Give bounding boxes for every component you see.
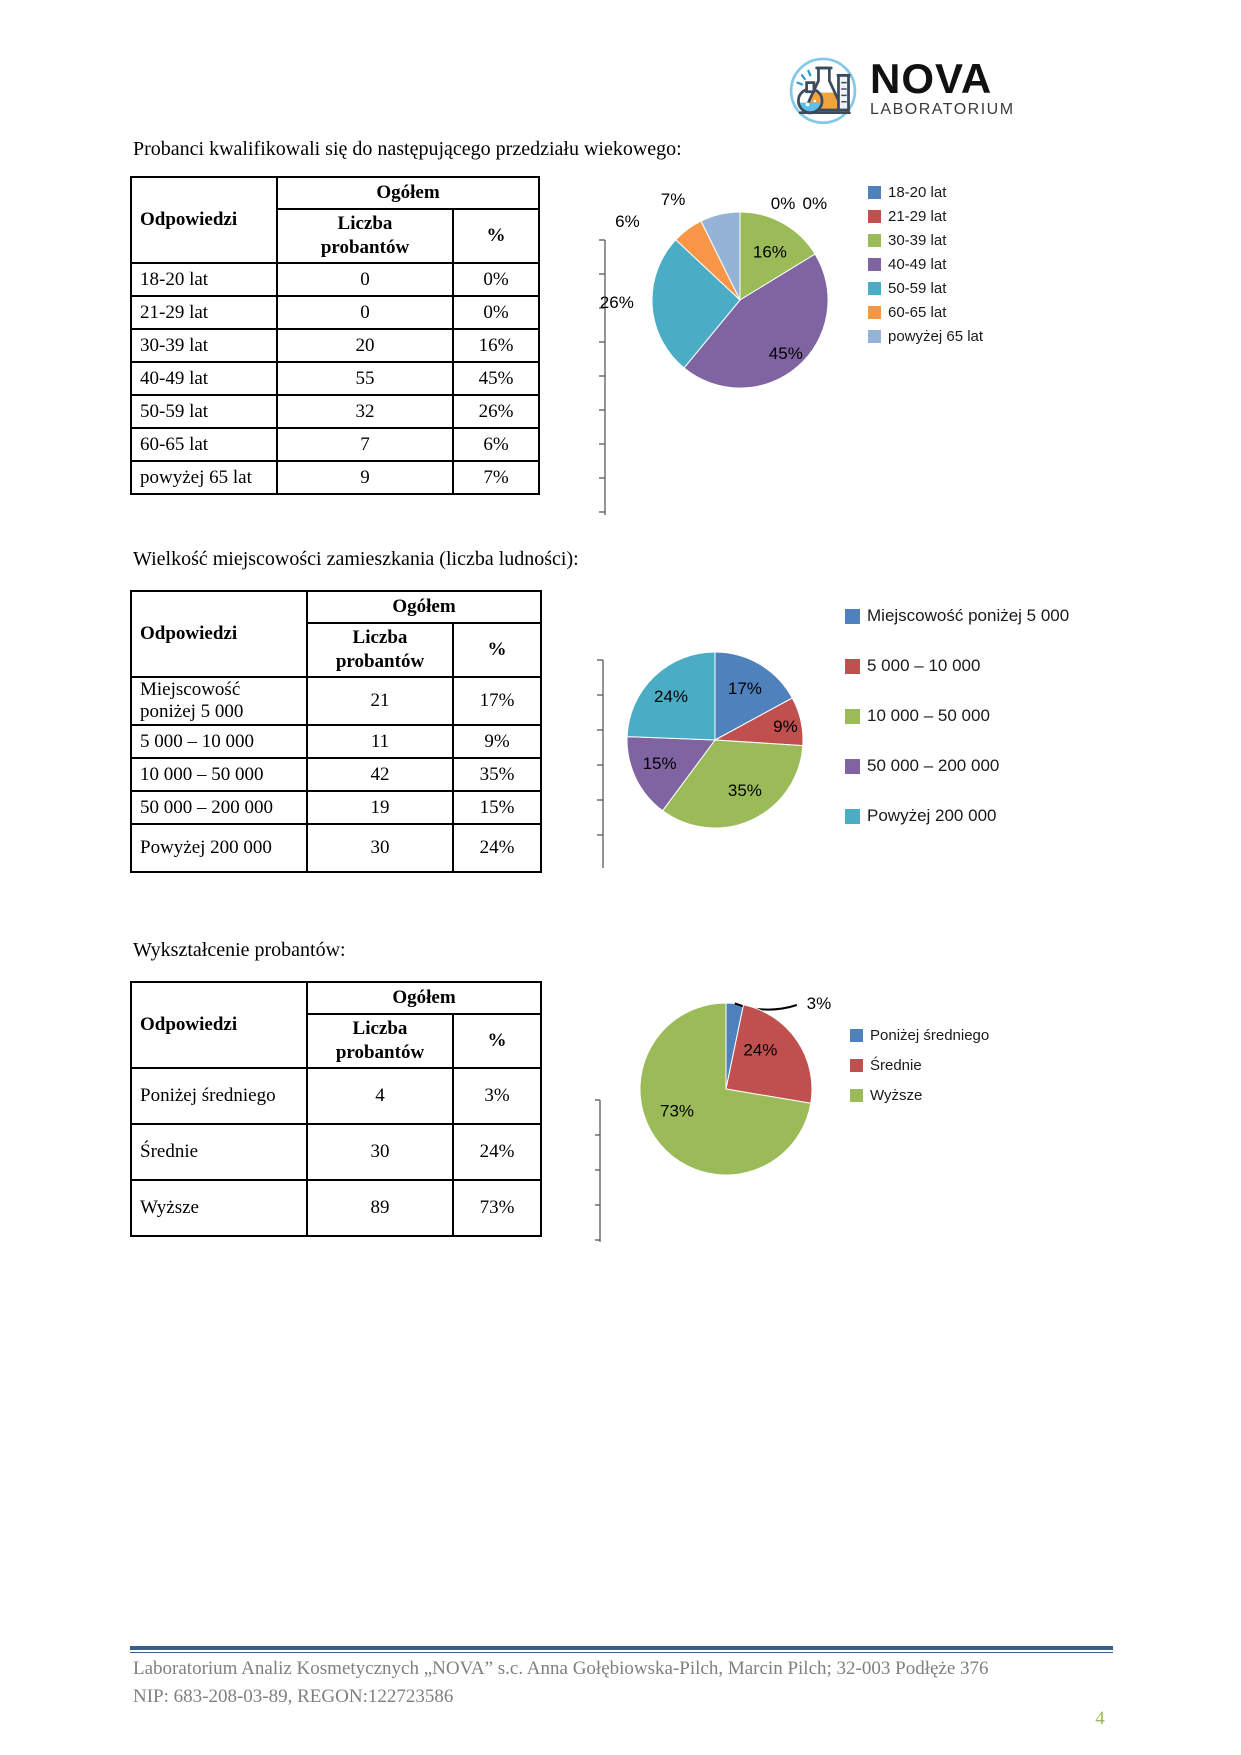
data-label: 17% [727, 679, 762, 699]
legend-swatch-icon [850, 1059, 863, 1072]
city-size-chart-legend [845, 606, 1069, 826]
data-label: 15% [642, 753, 677, 773]
city-size-table [130, 590, 542, 873]
logo-text [870, 55, 1015, 119]
legend-item [845, 706, 1069, 726]
section-heading-city-size: Wielkość miejscowości zamieszkania (liczba ludności): [133, 548, 579, 570]
legend-label: 5 000 – 10 000 [867, 656, 981, 675]
legend-swatch-icon [868, 210, 881, 223]
table-cell: 15% [453, 791, 541, 824]
legend-item [845, 656, 1069, 676]
education-table-body [131, 1068, 541, 1236]
table-cell: 50-59 lat [131, 395, 277, 428]
nova-logo [782, 48, 1015, 130]
legend-label: Powyżej 200 000 [867, 806, 997, 825]
table-row [131, 758, 541, 791]
table-cell: 0 [277, 296, 453, 329]
table-cell: powyżej 65 lat [131, 461, 277, 494]
legend-swatch-icon [845, 609, 860, 624]
table-cell: 30 [307, 1124, 453, 1180]
legend-swatch-icon [868, 234, 881, 247]
section-heading-education: Wykształcenie probantów: [133, 939, 346, 961]
table-cell: 21 [307, 677, 453, 725]
table-row [131, 329, 539, 362]
age-table-header [131, 177, 539, 263]
table-cell: 9 [277, 461, 453, 494]
table-cell: Powyżej 200 000 [131, 824, 307, 872]
table-cell: 10 000 – 50 000 [131, 758, 307, 791]
table-cell: Wyższe [131, 1180, 307, 1236]
column-header-group: Ogółem [307, 591, 541, 623]
table-cell: 73% [453, 1180, 541, 1236]
legend-label: Średnie [870, 1057, 922, 1074]
column-header-answers: Odpowiedzi [131, 591, 307, 677]
table-cell: 30-39 lat [131, 329, 277, 362]
legend-item [868, 184, 983, 201]
logo-name: NOVA [870, 55, 993, 102]
legend-swatch-icon [845, 809, 860, 824]
table-cell: 7 [277, 428, 453, 461]
table-cell: 24% [453, 824, 541, 872]
legend-label: Miejscowość poniżej 5 000 [867, 606, 1070, 625]
table-cell: 7% [453, 461, 539, 494]
city-size-pie-chart [595, 605, 855, 870]
age-table [130, 176, 540, 495]
legend-item [868, 232, 983, 249]
legend-swatch-icon [868, 258, 881, 271]
legend-label: 18-20 lat [888, 184, 947, 201]
table-row [131, 1124, 541, 1180]
data-label: 0% [802, 194, 828, 214]
legend-label: powyżej 65 lat [888, 328, 984, 345]
legend-label: 40-49 lat [888, 256, 947, 273]
table-row [131, 824, 541, 872]
table-row [131, 677, 541, 725]
legend-swatch-icon [868, 186, 881, 199]
legend-label: 10 000 – 50 000 [867, 706, 990, 725]
data-label: 24% [743, 1040, 778, 1060]
legend-label: 50-59 lat [888, 280, 947, 297]
data-label: 3% [806, 993, 832, 1013]
table-cell: 26% [453, 395, 539, 428]
legend-item [868, 304, 983, 321]
column-header-answers: Odpowiedzi [131, 982, 307, 1068]
column-header-answers: Odpowiedzi [131, 177, 277, 263]
legend-swatch-icon [850, 1029, 863, 1042]
legend-swatch-icon [850, 1089, 863, 1102]
legend-swatch-icon [845, 759, 860, 774]
table-cell: 89 [307, 1180, 453, 1236]
table-row [131, 791, 541, 824]
table-cell: 55 [277, 362, 453, 395]
table-row [131, 296, 539, 329]
table-cell: 35% [453, 758, 541, 791]
column-header-pct: % [453, 209, 539, 263]
legend-swatch-icon [845, 659, 860, 674]
table-cell: 60-65 lat [131, 428, 277, 461]
legend-label: 30-39 lat [888, 232, 947, 249]
column-header-count: Liczba probantów [277, 209, 453, 263]
section-heading-age: Probanci kwalifikowali się do następującego przedziału wiekowego: [133, 138, 682, 160]
table-cell: 11 [307, 725, 453, 758]
footer-company-line: Laboratorium Analiz Kosmetycznych „NOVA” s.c. Anna Gołębiowska-Pilch, Marcin Pilch; 32-003 Podłęże 376 [133, 1658, 989, 1679]
page-number: 4 [1095, 1708, 1105, 1729]
table-row [131, 263, 539, 296]
education-table-header [131, 982, 541, 1068]
legend-item [868, 208, 983, 225]
table-cell: 3% [453, 1068, 541, 1124]
table-cell: 45% [453, 362, 539, 395]
table-cell: 42 [307, 758, 453, 791]
education-chart-legend [850, 1027, 989, 1104]
footer-divider [130, 1646, 1113, 1653]
table-cell: 16% [453, 329, 539, 362]
data-label: 6% [615, 211, 640, 231]
data-label: 24% [653, 686, 689, 706]
table-cell: 0 [277, 263, 453, 296]
data-label: 35% [727, 781, 762, 801]
data-label: 45% [768, 343, 803, 363]
column-header-count: Liczba probantów [307, 623, 453, 677]
legend-swatch-icon [868, 330, 881, 343]
city-size-table-body [131, 677, 541, 872]
legend-item [850, 1087, 989, 1104]
legend-item [845, 756, 1069, 776]
age-table-body [131, 263, 539, 494]
data-label: 16% [752, 242, 787, 262]
table-cell: 19 [307, 791, 453, 824]
legend-swatch-icon [868, 282, 881, 295]
column-header-group: Ogółem [307, 982, 541, 1014]
table-cell: 18-20 lat [131, 263, 277, 296]
table-cell: Poniżej średniego [131, 1068, 307, 1124]
legend-item [850, 1057, 989, 1074]
legend-label: Wyższe [870, 1087, 923, 1104]
table-cell: 21-29 lat [131, 296, 277, 329]
footer-nip-regon-line: NIP: 683-208-03-89, REGON:122723586 [133, 1686, 454, 1707]
table-row [131, 461, 539, 494]
table-cell: 24% [453, 1124, 541, 1180]
age-chart-legend [868, 184, 983, 345]
table-cell: 4 [307, 1068, 453, 1124]
table-cell: Średnie [131, 1124, 307, 1180]
legend-item [845, 606, 1069, 626]
column-header-pct: % [453, 1014, 541, 1068]
legend-swatch-icon [845, 709, 860, 724]
table-cell: 50 000 – 200 000 [131, 791, 307, 824]
age-pie-chart [595, 180, 1100, 520]
legend-label: 50 000 – 200 000 [867, 756, 1000, 775]
table-cell: 30 [307, 824, 453, 872]
footer-text [133, 1655, 989, 1711]
table-cell: 40-49 lat [131, 362, 277, 395]
data-label: 26% [599, 292, 634, 312]
table-row [131, 362, 539, 395]
education-table [130, 981, 542, 1237]
logo-subtitle: LABORATORIUM [870, 101, 1015, 118]
legend-item [850, 1027, 989, 1044]
legend-item [868, 280, 983, 297]
table-row [131, 1068, 541, 1124]
lab-flasks-icon [782, 48, 864, 130]
table-cell: Miejscowość poniżej 5 000 [131, 677, 307, 725]
legend-item [868, 328, 983, 345]
city-size-table-header [131, 591, 541, 677]
table-cell: 5 000 – 10 000 [131, 725, 307, 758]
legend-label: 21-29 lat [888, 208, 947, 225]
data-label: 9% [773, 716, 798, 736]
column-header-count: Liczba probantów [307, 1014, 453, 1068]
legend-label: Poniżej średniego [870, 1027, 990, 1044]
data-label: 0% [770, 194, 796, 214]
table-cell: 17% [453, 677, 541, 725]
table-cell: 0% [453, 263, 539, 296]
table-row [131, 428, 539, 461]
table-row [131, 1180, 541, 1236]
table-cell: 0% [453, 296, 539, 329]
legend-item [868, 256, 983, 273]
table-row [131, 395, 539, 428]
legend-item [845, 806, 1069, 826]
table-row [131, 725, 541, 758]
legend-label: 60-65 lat [888, 304, 947, 321]
column-header-pct: % [453, 623, 541, 677]
table-cell: 20 [277, 329, 453, 362]
column-header-group: Ogółem [277, 177, 539, 209]
table-cell: 32 [277, 395, 453, 428]
data-label: 7% [660, 189, 686, 209]
table-cell: 9% [453, 725, 541, 758]
table-cell: 6% [453, 428, 539, 461]
data-label: 73% [659, 1101, 695, 1121]
legend-swatch-icon [868, 306, 881, 319]
